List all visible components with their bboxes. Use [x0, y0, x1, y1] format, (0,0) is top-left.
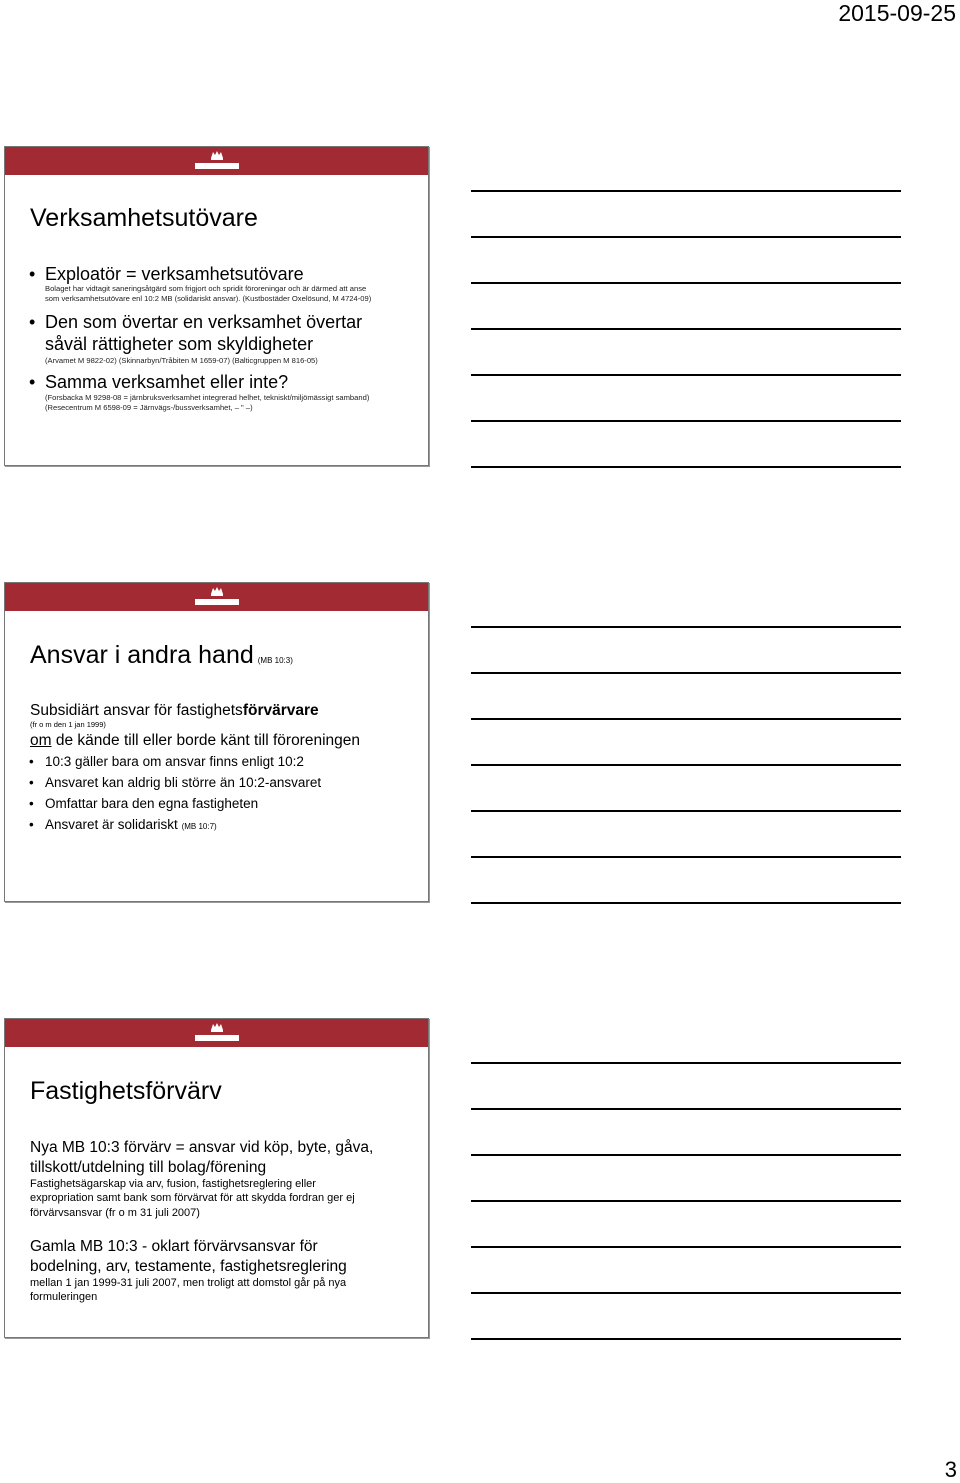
- note-line: [471, 856, 901, 858]
- paragraph-line: tillskott/utdelning till bolag/förening: [30, 1159, 267, 1176]
- paragraph-note: expropriation samt bank som förvärvat för att skydda fordran ger ej: [30, 1192, 355, 1204]
- bullet-note: (Forsbacka M 9298-08 = järnbruksverksamhet integrerad helhet, tekniskt/miljömässigt samband): [45, 393, 370, 402]
- condition-text: de kände till eller borde känt till föroreningen: [51, 732, 361, 749]
- slide-title: Verksamhetsutövare: [30, 204, 258, 232]
- lead-note: (fr o m den 1 jan 1999): [30, 720, 106, 729]
- paragraph-line: bodelning, arv, testamente, fastighetsreglering: [30, 1258, 347, 1275]
- note-line: [471, 190, 901, 192]
- slide-1: [4, 146, 429, 466]
- bullet-item: • Den som övertar en verksamhet övertar: [45, 311, 362, 333]
- slide-header-bar: [5, 583, 428, 611]
- bullet-item: • Samma verksamhet eller inte?: [45, 371, 288, 393]
- page-date: 2015-09-25: [838, 0, 956, 26]
- note-line: [471, 1108, 901, 1110]
- note-line: [471, 236, 901, 238]
- bullet-note: som verksamhetsutövare enl 10:2 MB (solidariskt ansvar). (Kustbostäder Oxelösund, M 4724-09): [45, 294, 372, 303]
- slide-title: Fastighetsförvärv: [30, 1077, 222, 1105]
- paragraph-note: Fastighetsägarskap via arv, fusion, fastighetsreglering eller: [30, 1178, 316, 1190]
- note-line: [471, 672, 901, 674]
- slide-title-text: Ansvar i andra hand: [30, 641, 254, 669]
- lead-bold-text: förvärvare: [242, 702, 319, 719]
- slide-header-bar: [5, 147, 428, 175]
- note-line: [471, 420, 901, 422]
- slide-2: [4, 582, 429, 902]
- note-line: [471, 764, 901, 766]
- note-line: [471, 1246, 901, 1248]
- bullet-note: (Resecentrum M 6598-09 = Järnvägs-/bussverksamhet, – " –): [45, 403, 253, 412]
- slide-title: [30, 640, 293, 676]
- note-line: [471, 1292, 901, 1294]
- condition-underlined: om: [30, 732, 52, 749]
- page-number: 3: [944, 1457, 957, 1482]
- list-item: • 10:3 gäller bara om ansvar finns enligt 10:2: [45, 753, 304, 771]
- list-item: • Omfattar bara den egna fastigheten: [45, 795, 258, 813]
- note-line: [471, 1200, 901, 1202]
- lead-text: Subsidiärt ansvar för fastighets: [30, 702, 243, 719]
- bullet-note: Bolaget har vidtagit saneringsåtgärd som frigjort och spridit föroreningar och är därmed att anse: [45, 284, 367, 293]
- crest-logo-icon: [192, 149, 242, 173]
- note-line: [471, 718, 901, 720]
- paragraph-line: Gamla MB 10:3 - oklart förvärvsansvar för: [30, 1238, 318, 1255]
- paragraph-note: formuleringen: [30, 1291, 98, 1303]
- note-line: [471, 282, 901, 284]
- note-line: [471, 328, 901, 330]
- list-item: [45, 816, 217, 836]
- bullet-item: • Exploatör = verksamhetsutövare: [45, 263, 304, 285]
- note-line: [471, 810, 901, 812]
- slide-3: [4, 1018, 429, 1338]
- note-line: [471, 1062, 901, 1064]
- list-item-ref: (MB 10:7): [181, 822, 217, 831]
- paragraph-note: mellan 1 jan 1999-31 juli 2007, men troligt att domstol går på nya: [30, 1277, 347, 1289]
- note-line: [471, 1338, 901, 1340]
- note-line: [471, 466, 901, 468]
- note-line: [471, 1154, 901, 1156]
- bullet-item-continued: såväl rättigheter som skyldigheter: [45, 334, 314, 354]
- note-line: [471, 374, 901, 376]
- paragraph-note: förvärvsansvar (fr o m 31 juli 2007): [30, 1207, 200, 1219]
- crest-logo-icon: [192, 585, 242, 609]
- note-line: [471, 626, 901, 628]
- slide-header-bar: [5, 1019, 428, 1047]
- paragraph-line: Nya MB 10:3 förvärv = ansvar vid köp, byte, gåva,: [30, 1139, 374, 1156]
- slide-title-ref: (MB 10:3): [257, 656, 293, 665]
- lead-line: [30, 701, 319, 721]
- list-item: • Ansvaret kan aldrig bli större än 10:2-ansvaret: [45, 774, 321, 792]
- list-item-text: Ansvaret är solidariskt: [45, 817, 178, 832]
- condition-line: [30, 731, 360, 751]
- bullet-note: (Arvamet M 9822-02) (Skinnarbyn/Tråbiten M 1659-07) (Balticgruppen M 816-05): [45, 356, 318, 365]
- crest-logo-icon: [192, 1021, 242, 1045]
- note-line: [471, 902, 901, 904]
